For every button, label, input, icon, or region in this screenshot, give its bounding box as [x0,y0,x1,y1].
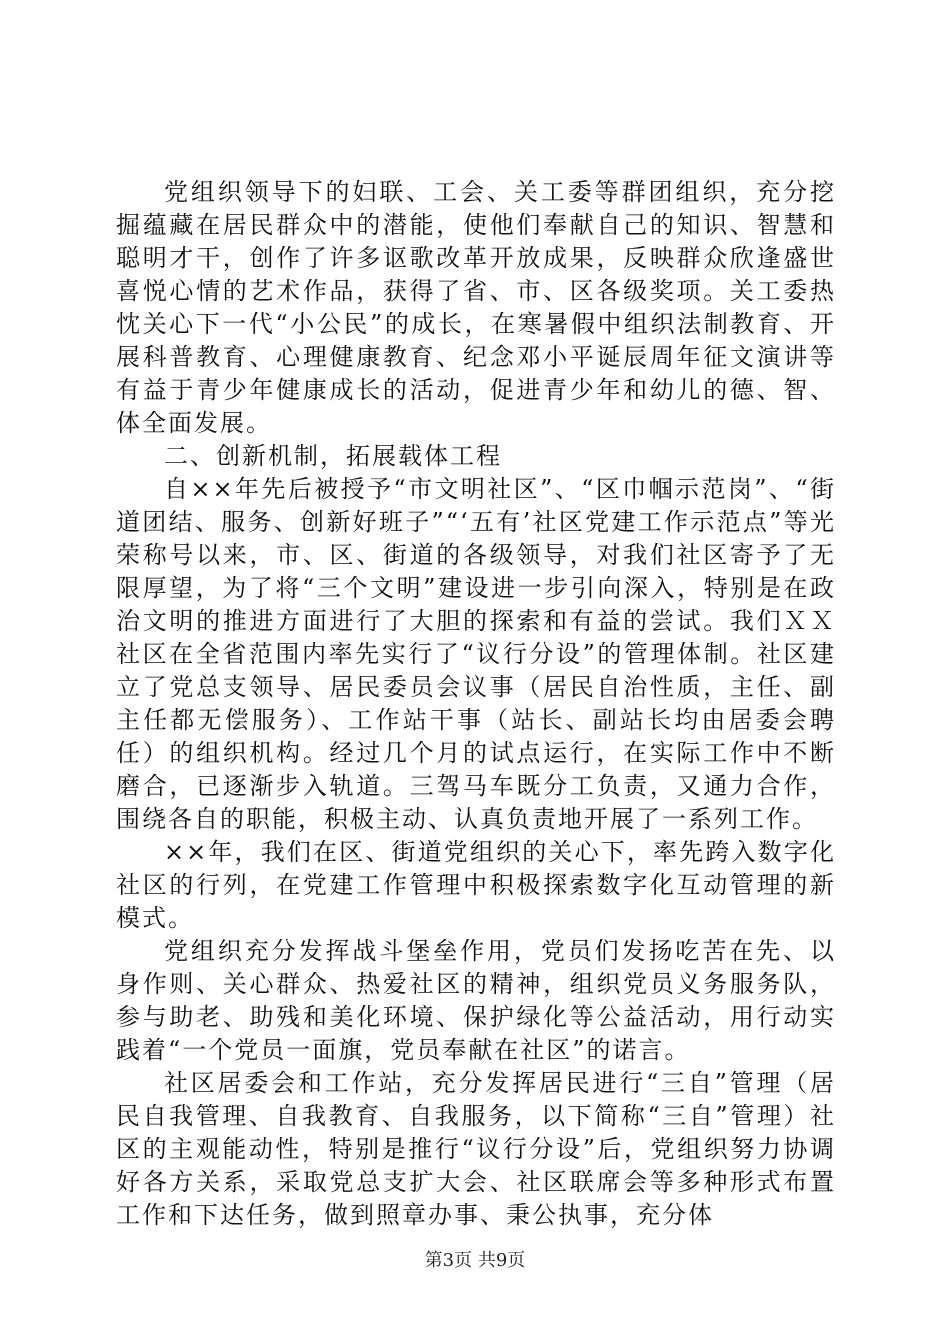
page-number-footer: 第3页 共9页 [424,1250,526,1271]
paragraph-4: 党组织充分发挥战斗堡垒作用，党员们发扬吃苦在先、以身作则、关心群众、热爱社区的精神，组织党员义务服务队，参与助老、助残和美化环境、保护绿化等公益活动，用行动实践着“一个党员一面旗，党员奉献在社区”的诺言。 [116,937,836,1064]
paragraph-1: 党组织领导下的妇联、工会、关工委等群团组织，充分挖掘蕴藏在居民群众中的潜能，使他们奉献自己的知识、智慧和聪明才干，创作了许多讴歌改革开放成果，反映群众欣逢盛世喜悦心情的艺术作品，获得了省、市、区各级奖项。关工委热忱关心下一代“小公民”的成长，在寒暑假中组织法制教育、开展科普教育、心理健康教育、纪念邓小平诞辰周年征文演讲等有益于青少年健康成长的活动，促进青少年和幼儿的德、智、体全面发展。 [116,178,836,437]
paragraph-5: 社区居委会和工作站，充分发挥居民进行“三自”管理（居民自我管理、自我教育、自我服务，以下简称“三自”管理）社区的主观能动性，特别是推行“议行分设”后，党组织努力协调好各方关系，采取党总支扩大会、社区联席会等多种形式布置工作和下达任务，做到照章办事、秉公执事，充分体 [116,1069,836,1229]
document-body [116,176,836,1232]
section-heading: 二、创新机制，拓展载体工程 [164,442,502,470]
paragraph-2: 自××年先后被授予“市文明社区”、“区巾帼示范岗”、“街道团结、服务、创新好班子”“‘五有’社区党建工作示范点”等光荣称号以来，市、区、街道的各级领导，对我们社区寄予了无限厚望，为了将“三个文明”建设进一步引向深入，特别是在政治文明的推进方面进行了大胆的探索和有益的尝试。我们ＸＸ社区在全省范围内率先实行了“议行分设”的管理体制。社区建立了党总支领导、居民委员会议事（居民自治性质，主任、副主任都无偿服务）、工作站干事（站长、副站长均由居委会聘任）的组织机构。经过几个月的试点运行，在实际工作中不断磨合，已逐渐步入轨道。三驾马车既分工负责，又通力合作，围绕各自的职能，积极主动、认真负责地开展了一系列工作。 [116,475,836,833]
paragraph-3: ××年，我们在区、街道党组织的关心下，率先跨入数字化社区的行列，在党建工作管理中积极探索数字化互动管理的新模式。 [116,838,836,932]
